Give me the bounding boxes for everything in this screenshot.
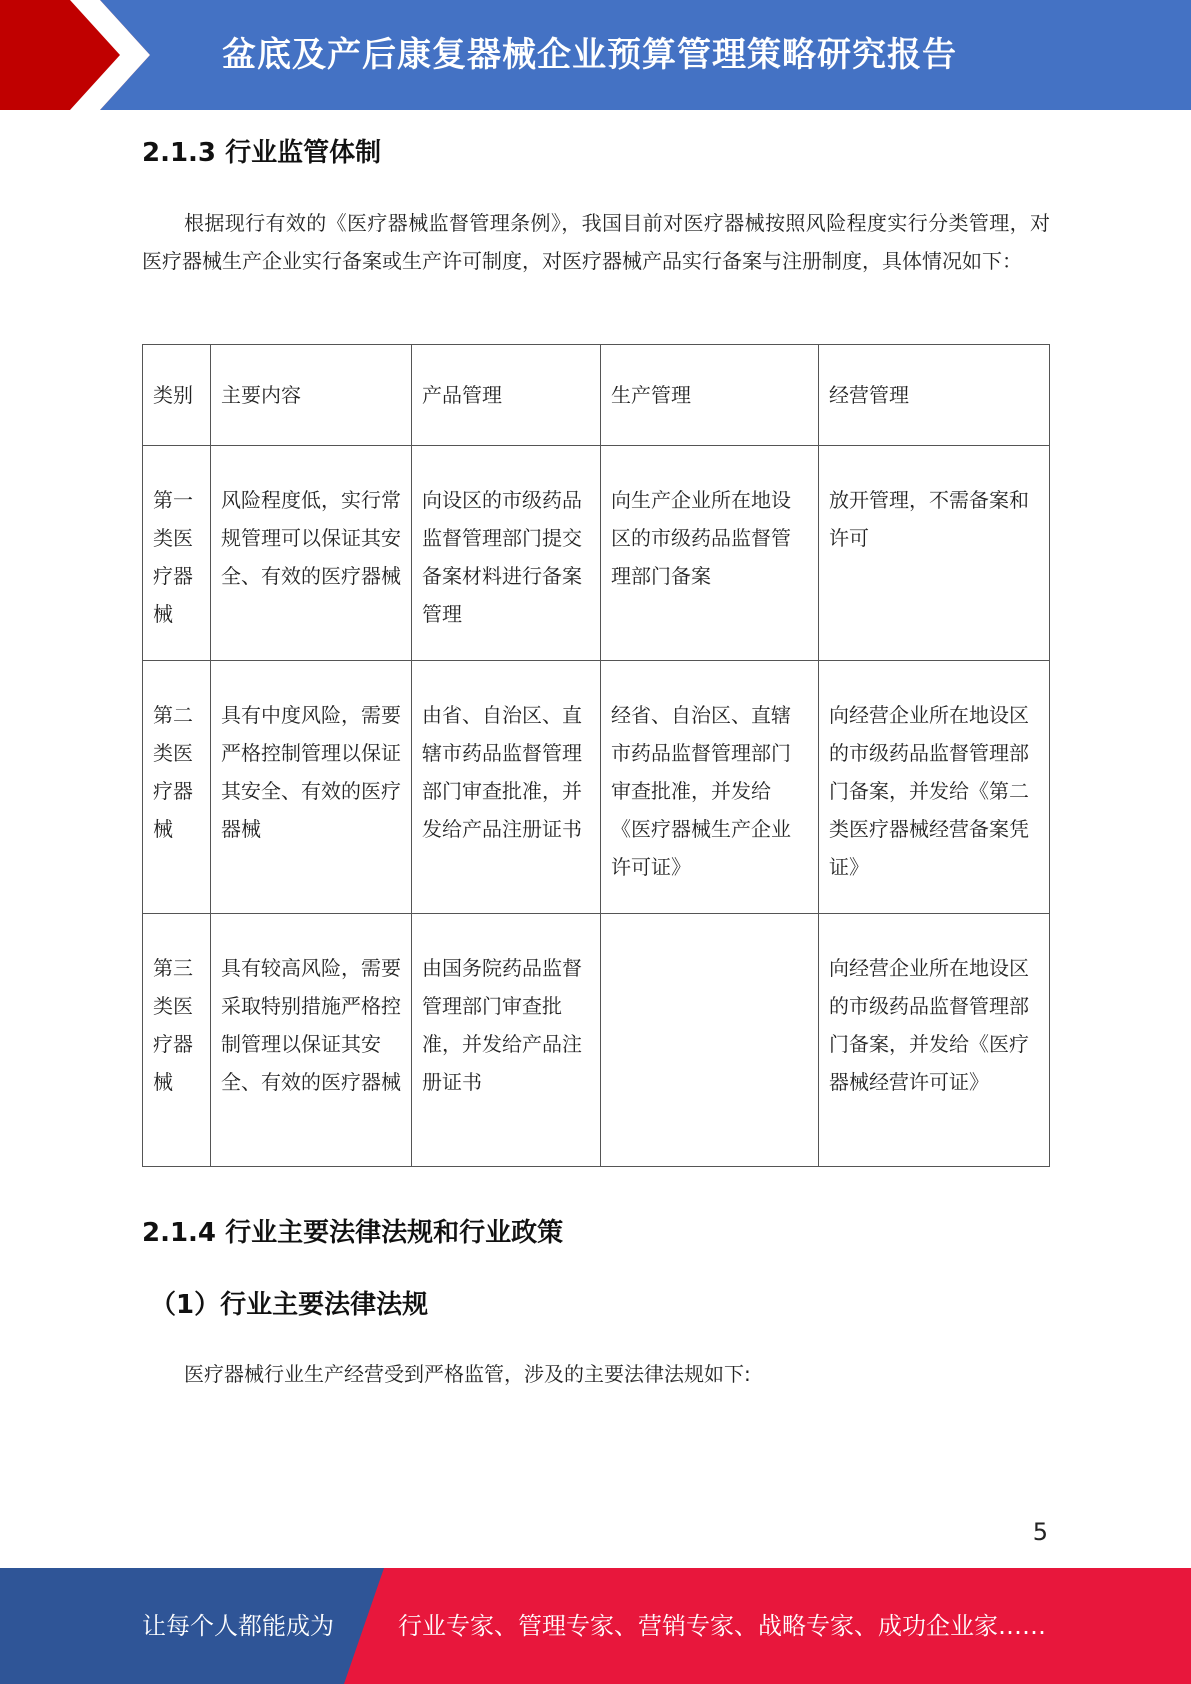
table-cell: 第二类医疗器械	[143, 661, 211, 914]
section-heading-2-1-4: 2.1.4 行业主要法律法规和行业政策	[142, 1218, 564, 1248]
table-cell: 向设区的市级药品监督管理部门提交备案材料进行备案管理	[412, 446, 601, 661]
section-2-1-3-paragraph: 根据现行有效的《医疗器械监督管理条例》，我国目前对医疗器械按照风险程度实行分类管理，对医疗器械生产企业实行备案或生产许可制度，对医疗器械产品实行备案与注册制度，具体情况如下：	[142, 211, 1050, 273]
table-cell: 经省、自治区、直辖市药品监督管理部门审查批准，并发给《医疗器械生产企业许可证》	[601, 661, 819, 914]
table-row	[143, 446, 1050, 661]
table-cell: 由省、自治区、直辖市药品监督管理部门审查批准，并发给产品注册证书	[412, 661, 601, 914]
table-cell: 具有中度风险，需要严格控制管理以保证其安全、有效的医疗器械	[211, 661, 412, 914]
section-2-1-4-paragraph: 医疗器械行业生产经营受到严格监管，涉及的主要法律法规如下:	[184, 1362, 751, 1386]
table-cell: 第一类医疗器械	[143, 446, 211, 661]
table-cell: 向生产企业所在地设区的市级药品监督管理部门备案	[601, 446, 819, 661]
section-heading-2-1-3: 2.1.3 行业监管体制	[142, 138, 382, 168]
table-header-cell: 类别	[143, 345, 211, 446]
table-header-cell: 经营管理	[819, 345, 1050, 446]
table-cell: 向经营企业所在地设区的市级药品监督管理部门备案，并发给《第二类医疗器械经营备案凭证》	[819, 661, 1050, 914]
table-cell: 放开管理，不需备案和许可	[819, 446, 1050, 661]
header-title: 盆底及产后康复器械企业预算管理策略研究报告	[222, 35, 957, 75]
table-cell: 风险程度低，实行常规管理可以保证其安全、有效的医疗器械	[211, 446, 412, 661]
table-cell	[601, 914, 819, 1167]
table-row	[143, 914, 1050, 1167]
header-arrow-icon	[0, 0, 260, 110]
sub-heading-laws: （1）行业主要法律法规	[150, 1290, 429, 1320]
page-number: 5	[1032, 1518, 1048, 1546]
footer-slogan-right: 行业专家、管理专家、营销专家、战略专家、成功企业家……	[398, 1612, 1046, 1640]
table-header-cell: 产品管理	[412, 345, 601, 446]
table-header-cell: 主要内容	[211, 345, 412, 446]
regulation-table	[142, 344, 1050, 1167]
table-cell: 第三类医疗器械	[143, 914, 211, 1167]
page-footer	[0, 1568, 1191, 1684]
table-cell: 由国务院药品监督管理部门审查批准，并发给产品注册证书	[412, 914, 601, 1167]
footer-slogan-left: 让每个人都能成为	[142, 1612, 334, 1640]
table-row	[143, 661, 1050, 914]
table-cell: 向经营企业所在地设区的市级药品监督管理部门备案，并发给《医疗器械经营许可证》	[819, 914, 1050, 1167]
table-cell: 具有较高风险，需要采取特别措施严格控制管理以保证其安全、有效的医疗器械	[211, 914, 412, 1167]
page-header	[0, 0, 1191, 110]
table-header-row	[143, 345, 1050, 446]
table-header-cell: 生产管理	[601, 345, 819, 446]
